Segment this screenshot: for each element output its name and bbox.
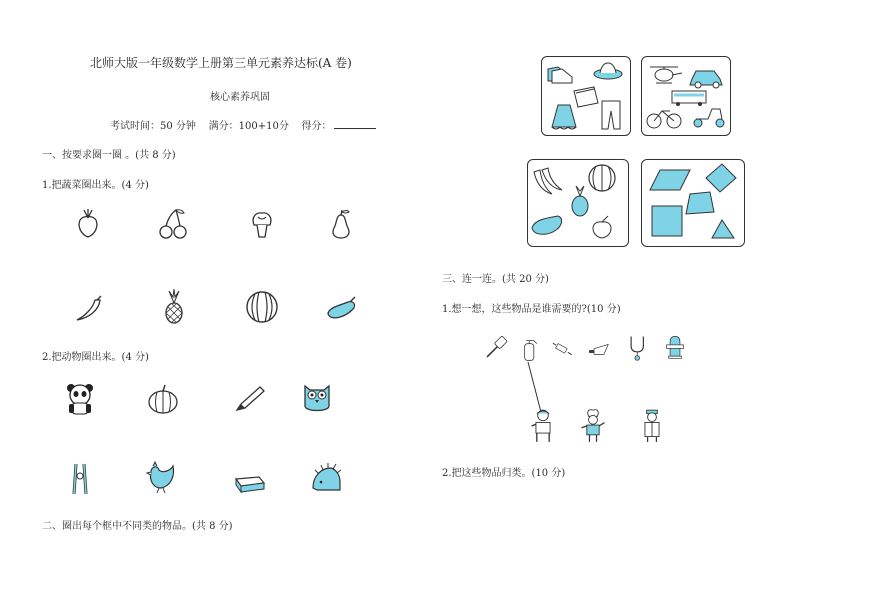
eggplant-icon[interactable] xyxy=(324,292,358,326)
pineapple-icon xyxy=(572,186,588,216)
section3-q2-label: 2.把这些物品归类。(10 分) xyxy=(442,468,566,479)
eraser-icon[interactable] xyxy=(233,465,267,499)
classify-box-shapes[interactable] xyxy=(641,159,745,247)
pineapple-icon[interactable] xyxy=(157,289,191,323)
scooter-icon xyxy=(694,109,724,127)
chef-icon[interactable] xyxy=(578,408,608,444)
section1-q2-label: 2.把动物圈出来。(4 分) xyxy=(42,352,149,363)
rectangle-icon xyxy=(652,206,682,236)
exam-info xyxy=(110,117,376,132)
car-icon xyxy=(690,71,722,88)
watermelon-icon[interactable] xyxy=(245,289,279,323)
owl-icon[interactable] xyxy=(300,380,334,414)
bicycle-icon xyxy=(647,111,681,128)
shoes-icon xyxy=(548,67,572,83)
classify-box-clothing[interactable] xyxy=(541,56,631,136)
chili-pepper-icon[interactable] xyxy=(73,292,107,326)
eggplant-icon xyxy=(532,216,562,234)
exam-time: 考试时间：50 分钟 xyxy=(110,121,196,132)
cabbage-icon[interactable] xyxy=(245,207,279,241)
section3-q1-label: 1.想一想，这些物品是谁需要的?(10 分) xyxy=(442,304,621,315)
classify-box-vehicles[interactable] xyxy=(641,56,731,136)
kitchen-knife-icon[interactable] xyxy=(584,336,614,360)
square-icon xyxy=(706,164,736,192)
trapezoid-icon xyxy=(686,192,714,214)
spatula-icon[interactable] xyxy=(484,334,510,360)
helicopter-icon xyxy=(650,67,682,83)
panda-icon[interactable] xyxy=(63,382,97,416)
page-subtitle: 核心素养巩固 xyxy=(210,92,270,103)
doctor-icon[interactable] xyxy=(637,408,667,444)
watermelon-icon xyxy=(589,165,615,191)
book-icon xyxy=(574,87,598,107)
syringe-icon[interactable] xyxy=(549,338,575,360)
rooster-icon[interactable] xyxy=(143,460,177,494)
section1-heading: 一、按要求圈一圈 。(共 8 分) xyxy=(42,150,176,161)
pear-icon[interactable] xyxy=(324,207,358,241)
hedgehog-icon[interactable] xyxy=(309,462,343,496)
page-title: 北师大版一年级数学上册第三单元素养达标(A 卷) xyxy=(90,56,352,70)
triangle-icon xyxy=(712,220,734,238)
radish-icon[interactable] xyxy=(71,207,105,241)
pencil-icon[interactable] xyxy=(233,382,267,416)
stethoscope-icon[interactable] xyxy=(625,333,651,363)
parallelogram-icon xyxy=(650,170,690,190)
cherries-icon[interactable] xyxy=(156,207,190,241)
hat-icon xyxy=(594,63,622,79)
fire-hydrant-icon[interactable] xyxy=(663,331,687,363)
firefighter-icon[interactable] xyxy=(528,408,558,444)
classify-box-fruits[interactable] xyxy=(527,159,629,247)
section1-q1-label: 1.把蔬菜圈出来。(4 分) xyxy=(42,180,149,191)
train-icon xyxy=(672,91,706,106)
full-score: 满分：100+10分 xyxy=(208,121,289,132)
section3-heading: 三、连一连。(共 20 分) xyxy=(442,274,549,285)
clothes-clip-icon[interactable] xyxy=(63,462,97,496)
trousers-icon xyxy=(602,101,620,129)
score-blank[interactable] xyxy=(334,119,376,129)
score-label: 得分： xyxy=(301,121,332,132)
pumpkin-icon[interactable] xyxy=(146,382,180,416)
skirt-icon xyxy=(552,105,576,129)
section2-heading: 二、圈出每个框中不同类的物品。(共 8 分) xyxy=(42,521,233,532)
peach-icon xyxy=(593,216,611,238)
bananas-icon xyxy=(534,168,562,194)
